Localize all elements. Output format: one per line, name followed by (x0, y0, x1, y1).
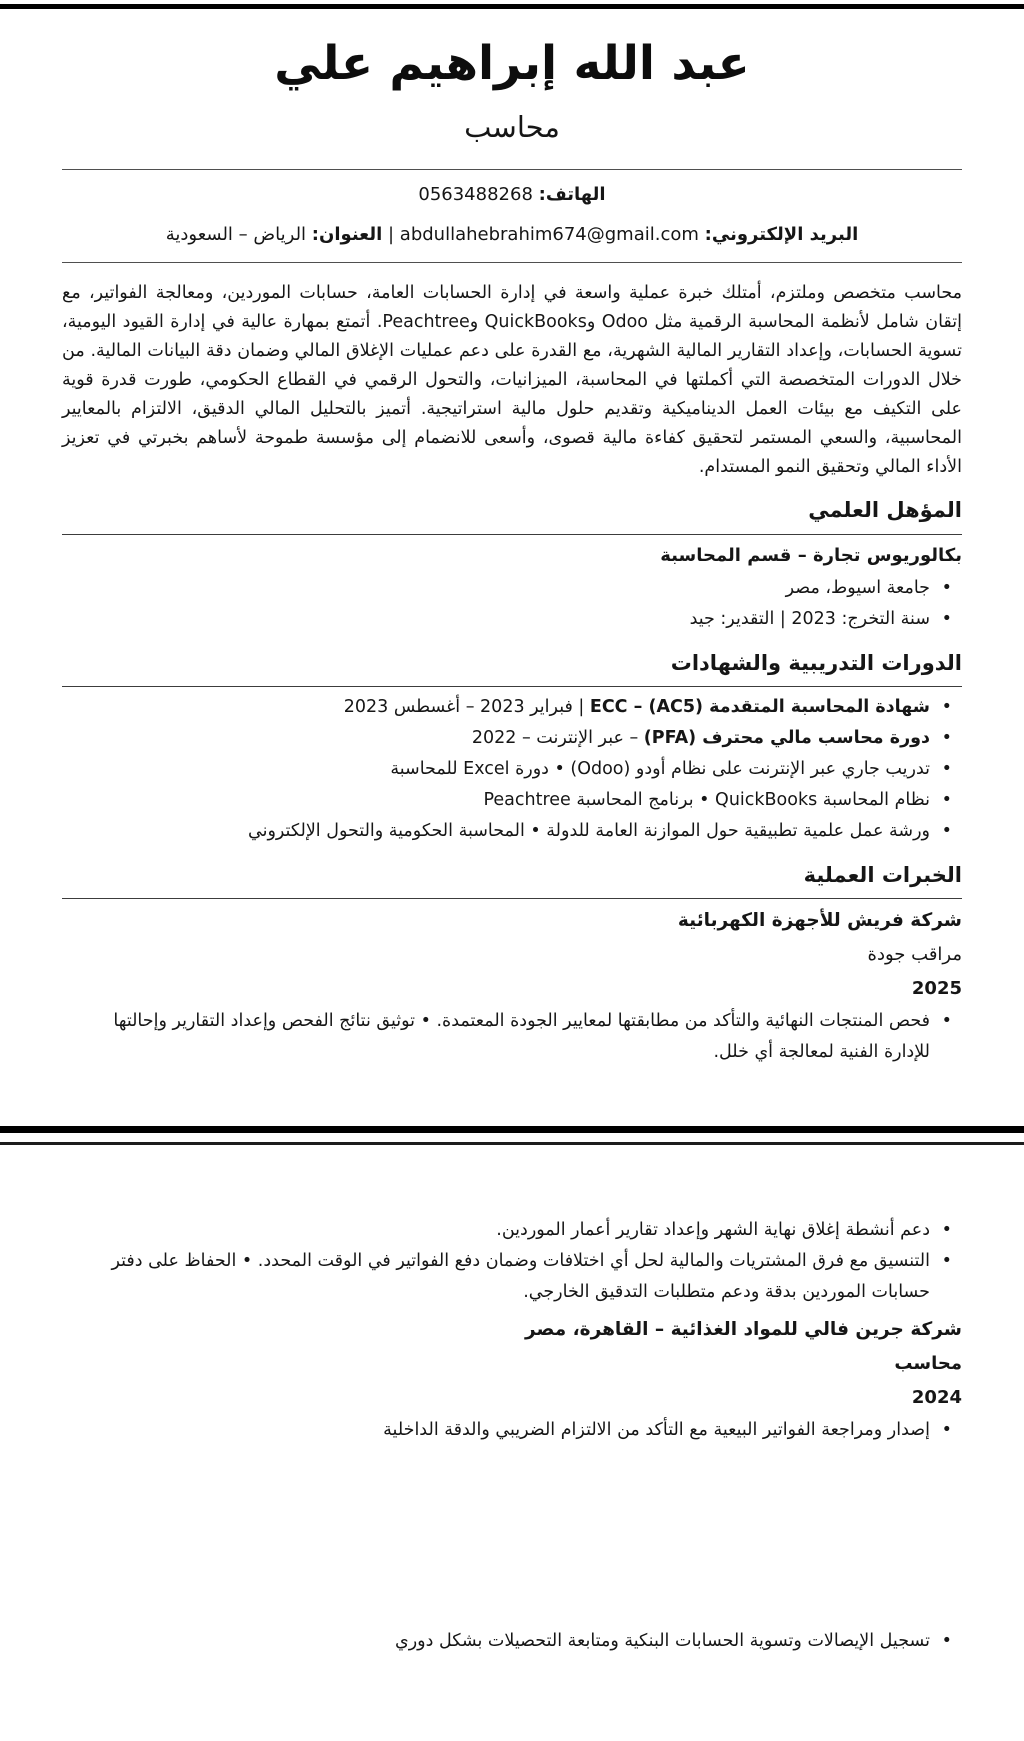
job-title: مراقب جودة (867, 944, 962, 966)
clipped-list (62, 1626, 962, 1657)
course-name: شهادة المحاسبة المتقدمة (AC5) – ECC (589, 697, 930, 718)
contact-email-line (62, 220, 962, 250)
list-item (62, 754, 962, 785)
education-heading: المؤهل العلمي (808, 498, 962, 523)
bullet-icon: • (941, 728, 952, 749)
list-item (62, 1246, 962, 1308)
degree-title: بكالوريوس تجارة – قسم المحاسبة (660, 544, 962, 566)
job-duty: التنسيق مع فرق المشتريات والمالية لحل أي اختلافات وضمان دفع الفواتير في الوقت المحدد. • الحفاظ على دفتر حسابات الموردين بدقة ودعم متطلبات التدقيق الخارجي. (111, 1251, 930, 1303)
bullet-icon: • (941, 790, 952, 811)
page-break-bar-bottom-edge (0, 1126, 1024, 1133)
job-duty: فحص المنتجات النهائية والتأكد من مطابقتها لمعايير الجودة المعتمدة. • توثيق نتائج الفحص وإعداد التقارير وإحالتها للإدارة الفنية لمعالجة أي خلل. (113, 1011, 930, 1063)
course-detail: – عبر الإنترنت – 2022 (471, 728, 644, 749)
education-list (62, 573, 962, 635)
page-break-bar-top-edge (0, 1142, 1024, 1145)
bullet-icon: • (941, 1420, 952, 1441)
list-item (62, 1215, 962, 1246)
contact-phone-line (62, 180, 962, 210)
page-break-gap (0, 1133, 1024, 1142)
company-name: شركة فريش للأجهزة الكهربائية (677, 910, 962, 932)
company-name: شركة جرين فالي للمواد الغذائية – القاهرة، مصر (524, 1319, 962, 1341)
address-value: الرياض – السعودية (165, 224, 307, 246)
education-detail: جامعة اسيوط، مصر (785, 577, 930, 598)
bullet-icon: • (941, 1220, 952, 1241)
course-detail: | فبراير 2023 – أغسطس 2023 (343, 697, 590, 718)
candidate-role: محاسب (464, 110, 560, 145)
section-divider (62, 534, 962, 535)
job-title: محاسب (894, 1353, 962, 1375)
contact-separator: | (387, 224, 395, 246)
bullet-icon: • (941, 608, 952, 629)
whitespace (62, 1446, 962, 1621)
bullet-icon: • (941, 821, 952, 842)
email-value: abdullahebrahim674@gmail.com (399, 224, 699, 246)
address-label: العنوان: (311, 224, 383, 246)
job-duties-list (62, 1415, 962, 1446)
job-duty: دعم أنشطة إغلاق نهاية الشهر وإعداد تقارير أعمار الموردين. (496, 1220, 930, 1241)
list-item (62, 785, 962, 816)
list-item (62, 816, 962, 847)
list-item (62, 1415, 962, 1446)
bullet-icon: • (941, 697, 952, 718)
courses-heading: الدورات التدريبية والشهادات (670, 650, 962, 675)
education-detail: سنة التخرج: 2023 | التقدير: جيد (689, 608, 930, 629)
phone-label: الهاتف: (538, 184, 606, 206)
list-item (62, 1006, 962, 1068)
course-detail: تدريب جاري عبر الإنترنت على نظام أودو (Odoo) • دورة Excel للمحاسبة (390, 759, 930, 780)
resume-page (0, 4, 1024, 1657)
email-label: البريد الإلكتروني: (704, 224, 859, 246)
job-year: 2025 (911, 978, 962, 1000)
bullet-icon: • (941, 759, 952, 780)
courses-list (62, 692, 962, 847)
list-item (62, 692, 962, 723)
candidate-name: عبد الله إبراهيم علي (274, 36, 750, 91)
profile-summary: محاسب متخصص وملتزم، أمتلك خبرة عملية واسعة في إدارة الحسابات العامة، حسابات الموردين، ومعالجة الفواتير، مع إتقان شامل لأنظمة المحاسبة الرقمية مثل Odoo وQuickBooks وPeachtree. أتمتع بمهارة عالية في إدارة القيود اليومية، تسوية الحسابات، وإعداد التقارير المالية الشهرية، مع القدرة على دعم عمليات الإغلاق المالي وضمان دقة البيانات المالية. من خلال الدورات المتخصصة التي أكملتها في المحاسبة، الميزانيات، والتحول الرقمي في القطاع الحكومي، طورت قدرة قوية على التكيف مع بيئات العمل الديناميكية وتقديم حلول مالية استراتيجية. أتميز بالتحليل المالي الدقيق، الالتزام بالمعايير المحاسبية، والسعي المستمر لتحقيق كفاءة مالية قصوى، وأسعى للانضمام إلى مؤسسة طموحة لأساهم بخبرتي في تعزيز الأداء المالي وتحقيق النمو المستدام. (62, 283, 962, 478)
job-duties-list (62, 1006, 962, 1068)
course-detail: ورشة عمل علمية تطبيقية حول الموازنة العامة للدولة • المحاسبة الحكومية والتحول الإلكتروني (247, 821, 930, 842)
section-divider (62, 686, 962, 687)
job-duty: تسجيل الإيصالات وتسوية الحسابات البنكية ومتابعة التحصيلات بشكل دوري (395, 1631, 930, 1652)
phone-value: 0563488268 (418, 184, 533, 206)
job-duties-list-page2 (62, 1215, 962, 1308)
bullet-icon: • (941, 1631, 952, 1652)
list-item (62, 573, 962, 604)
course-name: دورة محاسب مالي محترف (PFA) (643, 728, 930, 749)
job-year: 2024 (911, 1387, 962, 1409)
bullet-icon: • (941, 1011, 952, 1032)
bullet-icon: • (941, 1251, 952, 1272)
section-divider (62, 898, 962, 899)
page-top-border (0, 4, 1024, 9)
experience-heading: الخبرات العملية (803, 863, 962, 888)
list-item (62, 604, 962, 635)
bullet-icon: • (941, 577, 952, 598)
divider (62, 169, 962, 170)
list-item (62, 723, 962, 754)
job-duty: إصدار ومراجعة الفواتير البيعية مع التأكد من الالتزام الضريبي والدقة الداخلية (383, 1420, 930, 1441)
course-detail: نظام المحاسبة QuickBooks • برنامج المحاسبة Peachtree (483, 790, 930, 811)
page-break (0, 1126, 1024, 1145)
divider (62, 262, 962, 263)
clipped-list-item (62, 1626, 962, 1657)
